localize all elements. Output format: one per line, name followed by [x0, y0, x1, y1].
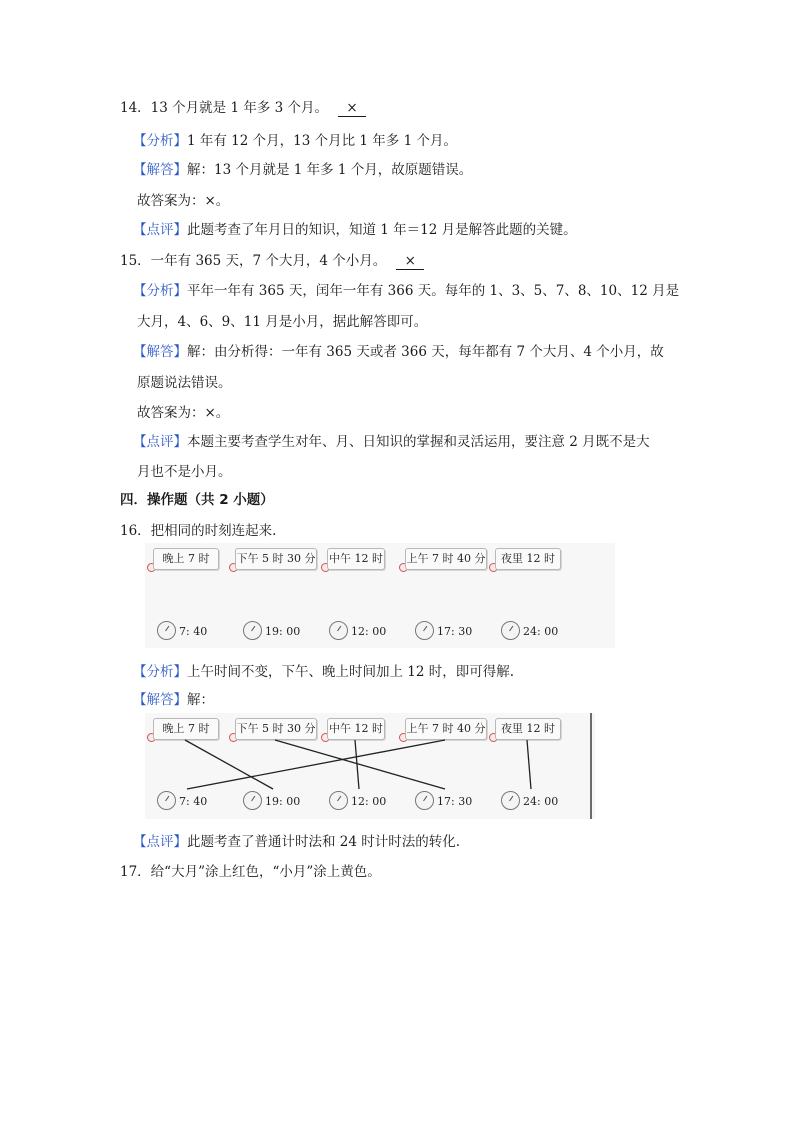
time-label: 中午 12 时 [327, 548, 385, 570]
time-label: 上午 7 时 40 分 [405, 548, 487, 570]
q15-final-answer: 故答案为：×。 [137, 405, 230, 421]
solution-tag: 【解答】 [133, 344, 187, 360]
clock-time: 12: 00 [351, 795, 387, 808]
q14-question: 14．13 个月就是 1 年多 3 个月。 × [120, 98, 366, 118]
time-label: 上午 7 时 40 分 [405, 718, 487, 740]
clock-icon [329, 621, 348, 640]
q15-question: 15．一年有 365 天，7 个大月，4 个小月。 × [120, 251, 424, 271]
clock-time: 7: 40 [179, 625, 208, 638]
q16-matching-figure [145, 543, 615, 648]
time-label: 中午 12 时 [327, 718, 385, 740]
clock-time: 19: 00 [265, 625, 301, 638]
q17-question: 17．给“大月”涂上红色，“小月”涂上黄色。 [120, 864, 381, 880]
q16-solution: 【解答】解： [133, 692, 214, 708]
clock-icon [243, 621, 262, 640]
analysis-tag: 【分析】 [133, 133, 187, 149]
solution-tag: 【解答】 [133, 162, 187, 178]
q16-comment: 【点评】此题考查了普通计时法和 24 时计时法的转化. [133, 834, 461, 850]
time-label: 下午 5 时 30 分 [235, 718, 317, 740]
clock-icon [501, 621, 520, 640]
q14-final-answer: 故答案为：×。 [137, 193, 230, 209]
clock-icon [157, 621, 176, 640]
matching-lines [145, 713, 595, 819]
time-label: 夜里 12 时 [495, 548, 561, 570]
section-heading: 四．操作题（共 2 小题） [120, 492, 274, 508]
q15-answer: × [396, 254, 424, 270]
q14-solution: 【解答】解：13 个月就是 1 年多 1 个月，故原题错误。 [133, 162, 473, 178]
analysis-tag: 【分析】 [133, 664, 187, 680]
q15-analysis-line-1: 【分析】平年一年有 365 天，闰年一年有 366 天。每年的 1、3、5、7、8、10、12 月是 [133, 283, 680, 299]
match-line [275, 740, 445, 789]
comment-tag: 【点评】 [133, 222, 187, 238]
comment-tag: 【点评】 [133, 834, 187, 850]
solution-tag: 【解答】 [133, 692, 187, 708]
time-label: 下午 5 时 30 分 [235, 548, 317, 570]
q16-answer-figure [145, 713, 595, 819]
match-line [527, 740, 531, 789]
q16-question: 16．把相同的时刻连起来. [120, 523, 277, 539]
q15-analysis-line-2: 大月，4、6、9、11 月是小月，据此解答即可。 [137, 314, 428, 330]
q16-analysis: 【分析】上午时间不变，下午、晚上时间加上 12 时，即可得解. [133, 664, 515, 680]
clock-time: 7: 40 [179, 795, 208, 808]
q14-analysis: 【分析】1 年有 12 个月，13 个月比 1 年多 1 个月。 [133, 133, 457, 149]
q15-solution-line-2: 原题说法错误。 [137, 375, 232, 391]
time-label: 夜里 12 时 [495, 718, 561, 740]
clock-time: 17: 30 [437, 625, 473, 638]
time-label: 晚上 7 时 [153, 548, 219, 570]
clock-time: 17: 30 [437, 795, 473, 808]
match-line [187, 740, 445, 789]
q15-solution-line-1: 【解答】解：由分析得：一年有 365 天或者 366 天，每年都有 7 个大月、4 个小月，故 [133, 344, 664, 360]
q15-comment-line-1: 【点评】本题主要考查学生对年、月、日知识的掌握和灵活运用，要注意 2 月既不是大 [133, 434, 650, 450]
clock-time: 12: 00 [351, 625, 387, 638]
clock-time: 24: 00 [523, 795, 559, 808]
q14-comment: 【点评】此题考查了年月日的知识，知道 1 年＝12 月是解答此题的关键。 [133, 222, 577, 238]
time-label: 晚上 7 时 [153, 718, 219, 740]
analysis-tag: 【分析】 [133, 283, 187, 299]
q15-comment-line-2: 月也不是小月。 [137, 464, 232, 480]
clock-time: 19: 00 [265, 795, 301, 808]
q14-answer: × [338, 101, 366, 117]
clock-icon [415, 621, 434, 640]
comment-tag: 【点评】 [133, 434, 187, 450]
clock-time: 24: 00 [523, 625, 559, 638]
